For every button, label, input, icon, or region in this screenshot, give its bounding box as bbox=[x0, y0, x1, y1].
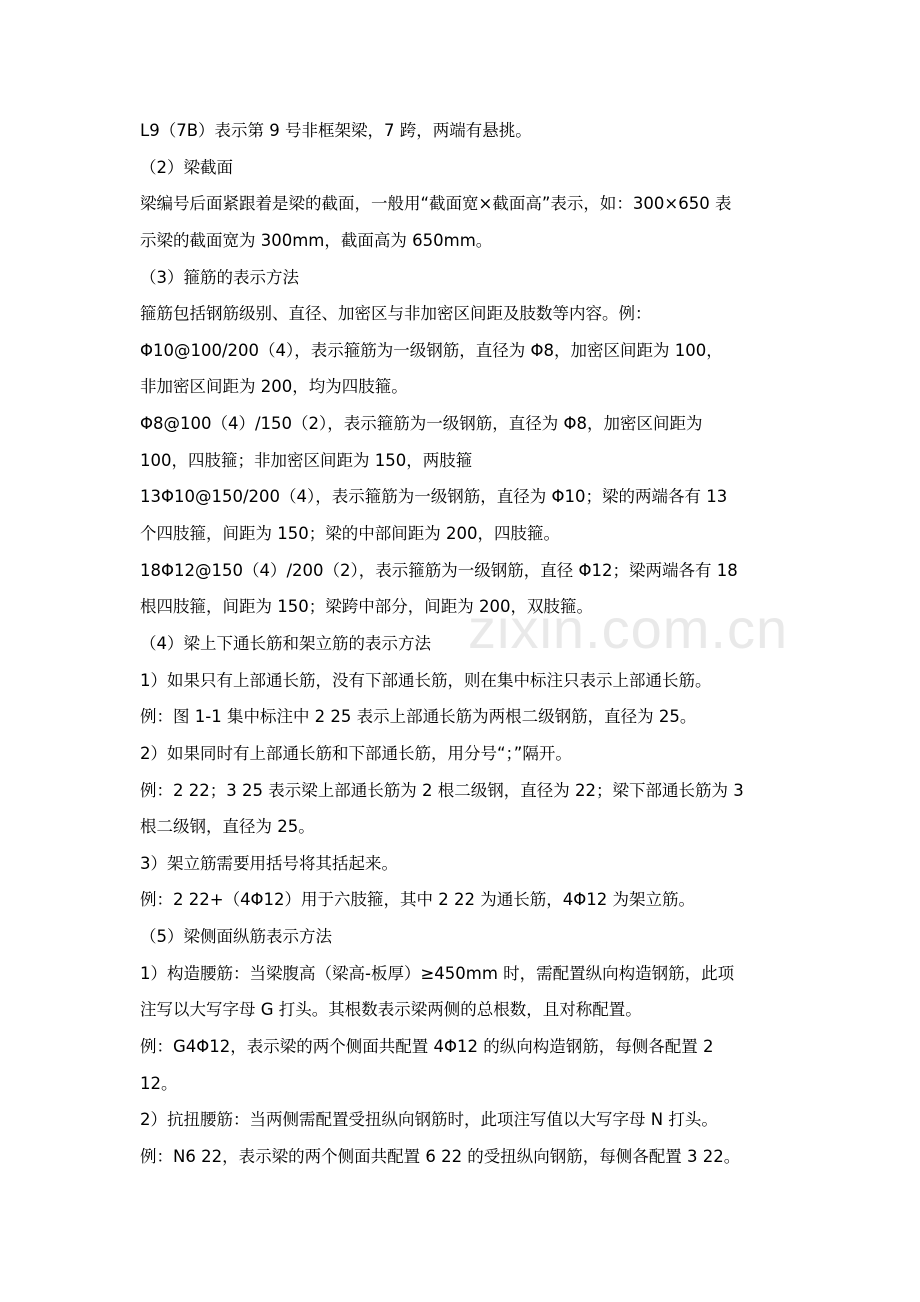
text-line: 2）抗扭腰筋：当两侧需配置受扭纵向钢筋时，此项注写值以大写字母 N 打头。 bbox=[140, 1110, 718, 1130]
text-line: 例：2 22+（4Φ12）用于六肢箍，其中 2 22 为通长筋，4Φ12 为架立筋。 bbox=[140, 890, 695, 910]
text-line: 18Φ12@150（4）/200（2），表示箍筋为一级钢筋，直径 Φ12；梁两端各有 18 bbox=[140, 560, 738, 580]
section-heading: （2）梁截面 bbox=[140, 157, 233, 177]
text-line: 梁编号后面紧跟着是梁的截面，一般用“截面宽×截面高”表示，如：300×650 表 bbox=[140, 194, 732, 214]
text-line: 12。 bbox=[140, 1073, 178, 1093]
text-line: 根四肢箍，间距为 150；梁跨中部分，间距为 200，双肢箍。 bbox=[140, 597, 593, 617]
document-body bbox=[140, 113, 790, 1176]
text-line: 非加密区间距为 200，均为四肢箍。 bbox=[140, 377, 408, 397]
section-heading: （4）梁上下通长筋和架立筋的表示方法 bbox=[140, 633, 431, 653]
text-line: 例：2 22；3 25 表示梁上部通长筋为 2 根二级钢，直径为 22；梁下部通长筋为 3 bbox=[140, 780, 744, 800]
text-line: Φ10@100/200（4），表示箍筋为一级钢筋，直径为 Φ8，加密区间距为 100， bbox=[140, 340, 723, 360]
text-line: 注写以大写字母 G 打头。其根数表示梁两侧的总根数，且对称配置。 bbox=[140, 1000, 642, 1020]
section-heading: （3）箍筋的表示方法 bbox=[140, 267, 299, 287]
text-line: 1）如果只有上部通长筋，没有下部通长筋，则在集中标注只表示上部通长筋。 bbox=[140, 670, 712, 690]
text-line: 根二级钢，直径为 25。 bbox=[140, 817, 315, 837]
text-line: 2）如果同时有上部通长筋和下部通长筋，用分号“；”隔开。 bbox=[140, 743, 572, 763]
text-line: 13Φ10@150/200（4），表示箍筋为一级钢筋，直径为 Φ10；梁的两端各有 13 bbox=[140, 487, 728, 507]
text-line: 例：G4Φ12，表示梁的两个侧面共配置 4Φ12 的纵向构造钢筋，每侧各配置 2 bbox=[140, 1037, 714, 1057]
text-line: 个四肢箍，间距为 150；梁的中部间距为 200，四肢箍。 bbox=[140, 524, 560, 544]
text-line: 例：N6 22，表示梁的两个侧面共配置 6 22 的受扭纵向钢筋，每侧各配置 3 22。 bbox=[140, 1146, 741, 1166]
text-line: 箍筋包括钢筋级别、直径、加密区与非加密区间距及肢数等内容。例： bbox=[140, 304, 652, 324]
watermark: zixin.com.cn bbox=[468, 597, 789, 660]
text-line: 1）构造腰筋：当梁腹高（梁高-板厚）≥450mm 时，需配置纵向构造钢筋，此项 bbox=[140, 963, 735, 983]
section-heading: （5）梁侧面纵筋表示方法 bbox=[140, 927, 332, 947]
text-line: L9（7B）表示第 9 号非框架梁，7 跨，两端有悬挑。 bbox=[140, 121, 532, 140]
text-line: 100，四肢箍；非加密区间距为 150，两肢箍 bbox=[140, 450, 473, 470]
text-line: 3）架立筋需要用括号将其括起来。 bbox=[140, 853, 398, 873]
text-line: 例：图 1-1 集中标注中 2 25 表示上部通长筋为两根二级钢筋，直径为 25。 bbox=[140, 707, 697, 727]
text-line: Φ8@100（4）/150（2），表示箍筋为一级钢筋，直径为 Φ8，加密区间距为 bbox=[140, 414, 703, 434]
text-line: 示梁的截面宽为 300mm，截面高为 650mm。 bbox=[140, 230, 493, 250]
